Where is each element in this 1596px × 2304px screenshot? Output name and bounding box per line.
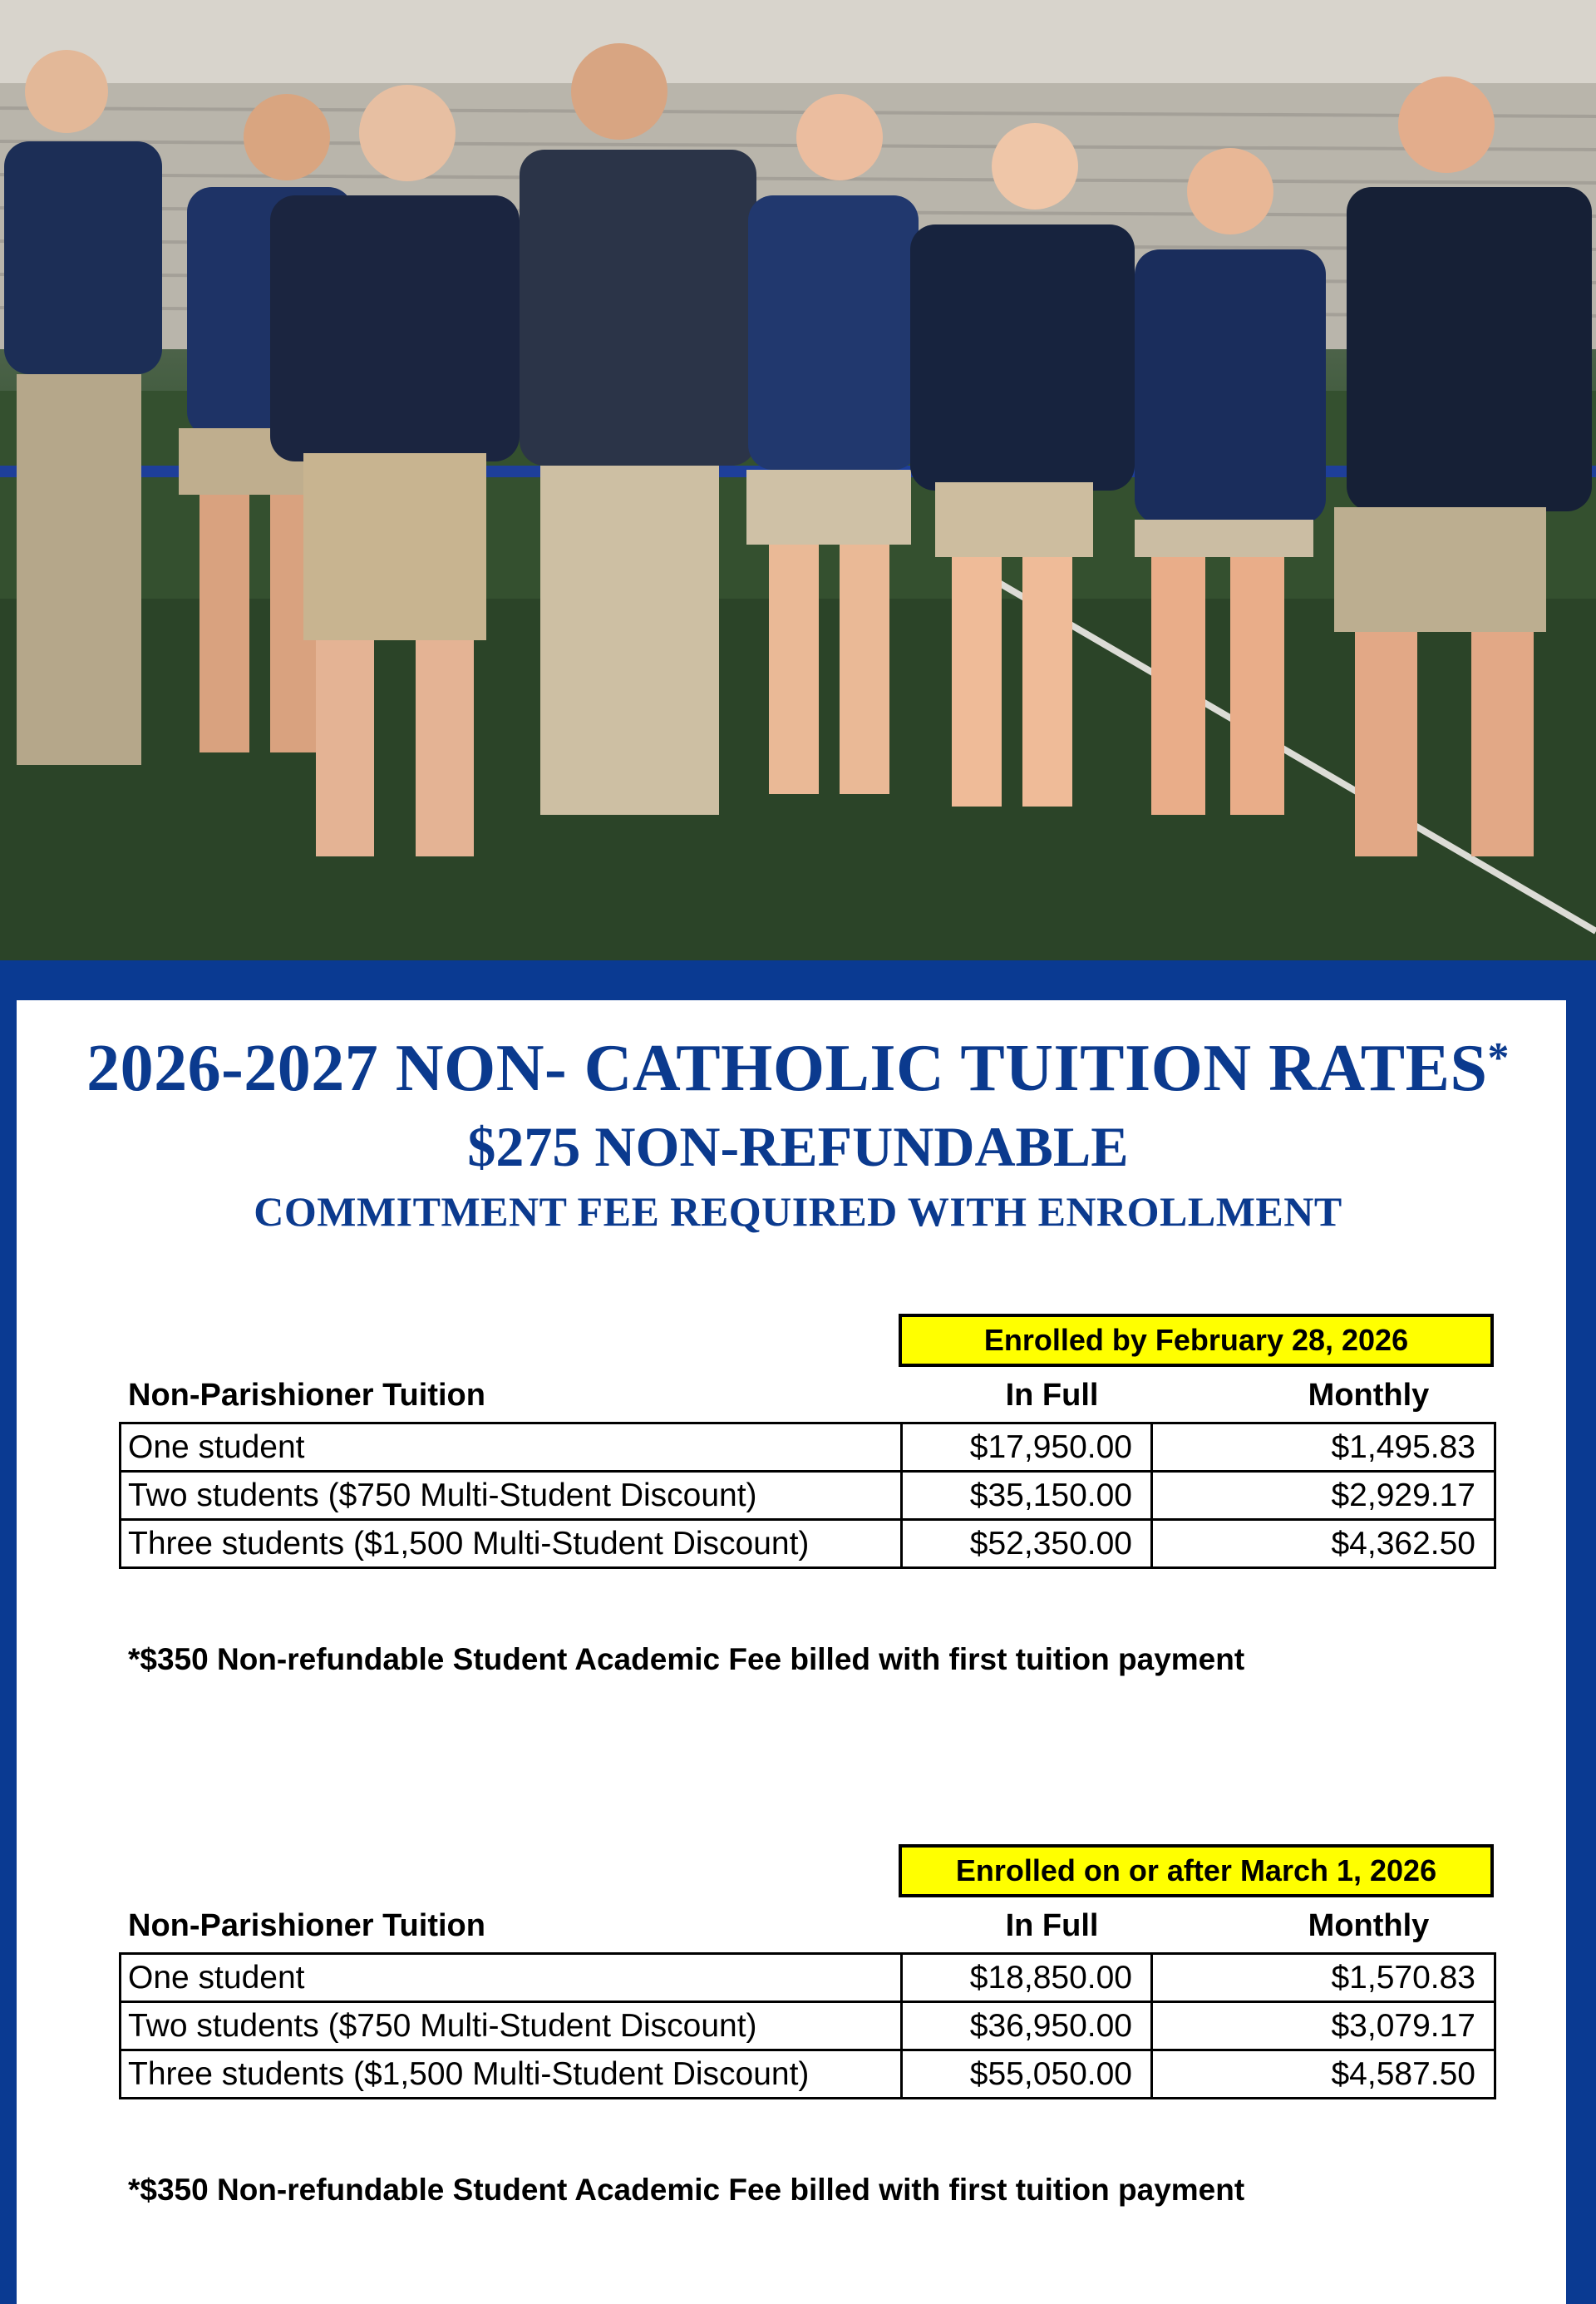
- title-asterisk: *: [1487, 1034, 1510, 1082]
- student-count-cell: One student: [121, 1423, 902, 1472]
- student-count-cell: Two students ($750 Multi-Student Discount): [121, 2002, 902, 2050]
- blue-side-bar: [1566, 1355, 1596, 2304]
- tuition-table-late: [119, 1952, 1496, 2099]
- monthly-amount-cell: $3,079.17: [1152, 2002, 1495, 2050]
- academic-fee-footnote: *$350 Non-refundable Student Academic Fee billed with first tuition payment: [128, 1642, 1245, 1676]
- column-header-in-full: In Full: [1005, 1378, 1099, 1413]
- table-row: [121, 1472, 1495, 1520]
- monthly-amount-cell: $4,587.50: [1152, 2050, 1495, 2099]
- students-photo-illustration: [0, 0, 1596, 960]
- in-full-amount-cell: $52,350.00: [902, 1520, 1152, 1568]
- enrollment-deadline-badge: Enrolled by February 28, 2026: [899, 1314, 1494, 1367]
- academic-fee-footnote: *$350 Non-refundable Student Academic Fee billed with first tuition payment: [128, 2173, 1245, 2207]
- column-header-in-full: In Full: [1005, 1908, 1099, 1943]
- monthly-amount-cell: $2,929.17: [1152, 1472, 1495, 1520]
- column-header-monthly: Monthly: [1308, 1378, 1430, 1413]
- student-count-cell: One student: [121, 1954, 902, 2002]
- table-row: [121, 1954, 1495, 2002]
- commitment-fee-amount: $275 NON-REFUNDABLE: [467, 1115, 1129, 1178]
- student-count-cell: Two students ($750 Multi-Student Discount): [121, 1472, 902, 1520]
- table-row: [121, 2002, 1495, 2050]
- in-full-amount-cell: $35,150.00: [902, 1472, 1152, 1520]
- table-row: [121, 1520, 1495, 1568]
- page-title-text: 2026-2027 NON- CATHOLIC TUITION RATES: [86, 1032, 1488, 1105]
- column-header-monthly: Monthly: [1308, 1908, 1430, 1943]
- monthly-amount-cell: $4,362.50: [1152, 1520, 1495, 1568]
- blue-divider-stripe: [0, 960, 1596, 1000]
- in-full-amount-cell: $55,050.00: [902, 2050, 1152, 2099]
- commitment-fee-subtitle: COMMITMENT FEE REQUIRED WITH ENROLLMENT: [254, 1188, 1342, 1235]
- in-full-amount-cell: $17,950.00: [902, 1423, 1152, 1472]
- tuition-table-early: [119, 1422, 1496, 1569]
- enrollment-deadline-badge: Enrolled on or after March 1, 2026: [899, 1844, 1494, 1897]
- in-full-amount-cell: $36,950.00: [902, 2002, 1152, 2050]
- table-row: [121, 2050, 1495, 2099]
- table-row-header: Non-Parishioner Tuition: [128, 1908, 485, 1943]
- in-full-amount-cell: $18,850.00: [902, 1954, 1152, 2002]
- monthly-amount-cell: $1,495.83: [1152, 1423, 1495, 1472]
- monthly-amount-cell: $1,570.83: [1152, 1954, 1495, 2002]
- student-count-cell: Three students ($1,500 Multi-Student Discount): [121, 2050, 902, 2099]
- table-row: [121, 1423, 1495, 1472]
- hero-photo: [0, 0, 1596, 960]
- table-row-header: Non-Parishioner Tuition: [128, 1378, 485, 1413]
- student-count-cell: Three students ($1,500 Multi-Student Discount): [121, 1520, 902, 1568]
- page-title: [0, 1031, 1596, 1107]
